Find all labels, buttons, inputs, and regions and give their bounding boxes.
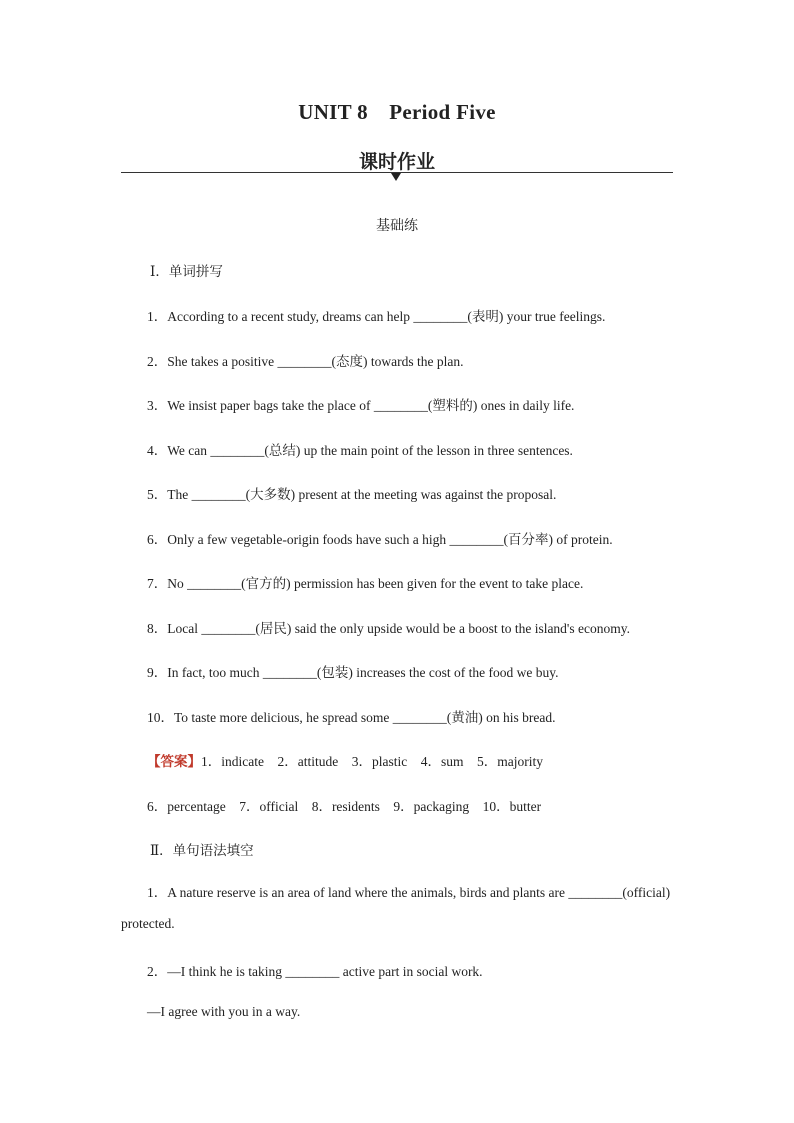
answers-text-1: 1．indicate 2．attitude 3．plastic 4．sum 5．majority xyxy=(201,754,543,769)
section-title: 基础练 xyxy=(376,219,418,234)
part2-heading: Ⅱ．单句语法填空 xyxy=(150,843,254,858)
exercise-item-1: 1．According to a recent study, dreams can help ________(表明) your true feelings. xyxy=(147,309,606,324)
triangle-marker-icon xyxy=(391,173,401,181)
answer-line-1 xyxy=(147,750,543,770)
exercise-item-5: 5．The ________(大多数) present at the meeting was against the proposal. xyxy=(147,487,557,502)
exercise-item-7: 7．No ________(官方的) permission has been given for the event to take place. xyxy=(147,576,584,591)
answer-line-2: 6．percentage 7．official 8．residents 9．packaging 10．butter xyxy=(147,799,542,814)
page-title: UNIT 8 Period Five xyxy=(298,100,496,124)
page-subtitle: 课时作业 xyxy=(358,152,435,173)
exercise-item-10: 10．To taste more delicious, he spread some ________(黄油) on his bread. xyxy=(147,710,556,725)
grammar-question-2: 2．—I think he is taking ________ active part in social work. xyxy=(147,964,483,979)
exercise-item-2: 2．She takes a positive ________(态度) towards the plan. xyxy=(147,354,464,369)
exercise-item-4: 4．We can ________(总结) up the main point of the lesson in three sentences. xyxy=(147,443,573,458)
exercise-item-3: 3．We insist paper bags take the place of ________(塑料的) ones in daily life. xyxy=(147,398,575,413)
grammar-question-1: 1．A nature reserve is an area of land where the animals, birds and plants are ________(official) protected. xyxy=(121,885,671,931)
answer-label: 【答案】 xyxy=(147,754,201,769)
exercise-item-6: 6．Only a few vegetable-origin foods have such a high ________(百分率) of protein. xyxy=(147,532,613,547)
grammar-question-2-reply: —I agree with you in a way. xyxy=(147,1004,301,1019)
exercise-item-8: 8．Local ________(居民) said the only upside would be a boost to the island's economy. xyxy=(147,621,630,636)
exercise-item-9: 9．In fact, too much ________(包装) increases the cost of the food we buy. xyxy=(147,665,559,680)
part1-heading: Ⅰ．单词拼写 xyxy=(150,264,223,279)
